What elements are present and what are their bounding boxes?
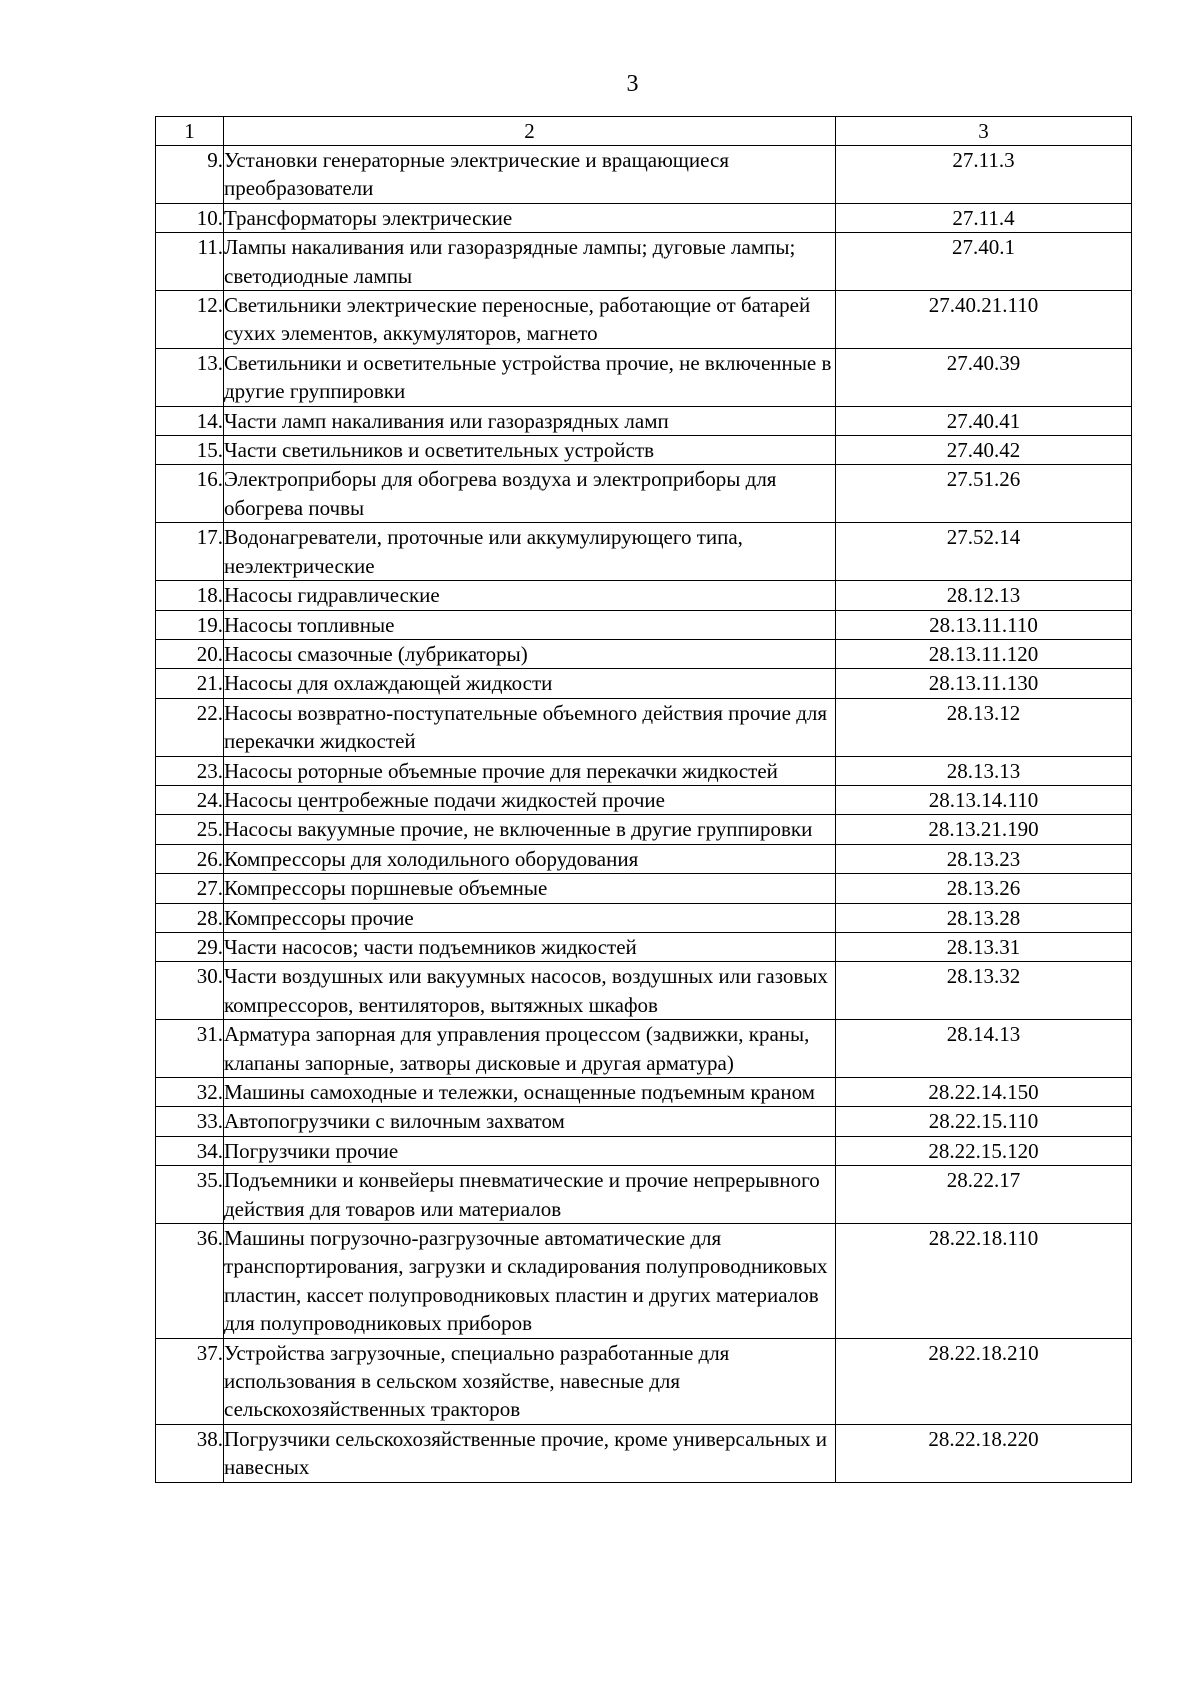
item-name: Насосы центробежные подачи жидкостей прочие [224, 785, 836, 814]
table-row [156, 436, 1132, 465]
row-number: 33. [156, 1107, 224, 1136]
row-number: 28. [156, 903, 224, 932]
item-name: Электроприборы для обогрева воздуха и электроприборы для обогрева почвы [224, 465, 836, 523]
item-name: Компрессоры прочие [224, 903, 836, 932]
item-name: Подъемники и конвейеры пневматические и прочие непрерывного действия для товаров или материалов [224, 1166, 836, 1224]
row-number: 25. [156, 815, 224, 844]
item-code: 28.22.14.150 [836, 1078, 1132, 1107]
table-row [156, 291, 1132, 349]
table-row [156, 1338, 1132, 1424]
table-body [156, 146, 1132, 1483]
row-number: 19. [156, 610, 224, 639]
item-code: 28.22.15.120 [836, 1136, 1132, 1165]
table-row [156, 1224, 1132, 1339]
row-number: 20. [156, 639, 224, 668]
item-name: Насосы гидравлические [224, 581, 836, 610]
item-code: 28.13.23 [836, 844, 1132, 873]
row-number: 31. [156, 1020, 224, 1078]
row-number: 34. [156, 1136, 224, 1165]
row-number: 10. [156, 203, 224, 232]
item-name: Установки генераторные электрические и вращающиеся преобразователи [224, 146, 836, 204]
item-name: Погрузчики прочие [224, 1136, 836, 1165]
table-header-row [156, 117, 1132, 146]
row-number: 12. [156, 291, 224, 349]
row-number: 16. [156, 465, 224, 523]
column-header-2: 2 [224, 117, 836, 146]
row-number: 32. [156, 1078, 224, 1107]
item-name: Части насосов; части подъемников жидкостей [224, 932, 836, 961]
item-name: Компрессоры для холодильного оборудования [224, 844, 836, 873]
item-code: 28.13.14.110 [836, 785, 1132, 814]
item-name: Машины самоходные и тележки, оснащенные подъемным краном [224, 1078, 836, 1107]
item-name: Арматура запорная для управления процессом (задвижки, краны, клапаны запорные, затворы дисковые и другая арматура) [224, 1020, 836, 1078]
table-row [156, 1107, 1132, 1136]
table-row [156, 406, 1132, 435]
row-number: 37. [156, 1338, 224, 1424]
item-code: 28.13.11.120 [836, 639, 1132, 668]
item-code: 27.11.3 [836, 146, 1132, 204]
item-name: Машины погрузочно-разгрузочные автоматические для транспортирования, загрузки и складирования полупроводниковых пластин, кассет полупроводниковых пластин и других материалов для полупроводниковых приборов [224, 1224, 836, 1339]
row-number: 27. [156, 874, 224, 903]
table-row [156, 1166, 1132, 1224]
row-number: 30. [156, 962, 224, 1020]
table-row [156, 785, 1132, 814]
item-code: 28.12.13 [836, 581, 1132, 610]
table-row [156, 1020, 1132, 1078]
item-name: Насосы для охлаждающей жидкости [224, 669, 836, 698]
item-code: 28.13.21.190 [836, 815, 1132, 844]
column-header-3: 3 [836, 117, 1132, 146]
table-row [156, 932, 1132, 961]
page-number: 3 [626, 71, 639, 97]
item-code: 28.13.12 [836, 698, 1132, 756]
table-row [156, 146, 1132, 204]
item-code: 28.13.13 [836, 756, 1132, 785]
item-code: 27.11.4 [836, 203, 1132, 232]
item-name: Насосы топливные [224, 610, 836, 639]
item-name: Части светильников и осветительных устройств [224, 436, 836, 465]
table-row [156, 844, 1132, 873]
item-name: Трансформаторы электрические [224, 203, 836, 232]
item-name: Водонагреватели, проточные или аккумулирующего типа, неэлектрические [224, 523, 836, 581]
item-code: 28.13.26 [836, 874, 1132, 903]
row-number: 26. [156, 844, 224, 873]
row-number: 23. [156, 756, 224, 785]
table-row [156, 523, 1132, 581]
table-row [156, 465, 1132, 523]
item-name: Лампы накаливания или газоразрядные лампы; дуговые лампы; светодиодные лампы [224, 233, 836, 291]
row-number: 38. [156, 1424, 224, 1482]
table-row [156, 348, 1132, 406]
table-row [156, 1424, 1132, 1482]
item-code: 28.13.11.130 [836, 669, 1132, 698]
item-name: Компрессоры поршневые объемные [224, 874, 836, 903]
item-name: Насосы возвратно-поступательные объемного действия прочие для перекачки жидкостей [224, 698, 836, 756]
table-row [156, 233, 1132, 291]
classification-table [155, 116, 1132, 1483]
row-number: 15. [156, 436, 224, 465]
table-row [156, 581, 1132, 610]
item-code: 27.40.1 [836, 233, 1132, 291]
item-name: Части ламп накаливания или газоразрядных ламп [224, 406, 836, 435]
table-row [156, 874, 1132, 903]
item-name: Части воздушных или вакуумных насосов, воздушных или газовых компрессоров, вентиляторов, вытяжных шкафов [224, 962, 836, 1020]
row-number: 35. [156, 1166, 224, 1224]
table-row [156, 669, 1132, 698]
item-code: 28.22.15.110 [836, 1107, 1132, 1136]
table-row [156, 1136, 1132, 1165]
table-row [156, 639, 1132, 668]
row-number: 13. [156, 348, 224, 406]
item-code: 28.22.18.210 [836, 1338, 1132, 1424]
table-row [156, 962, 1132, 1020]
item-name: Автопогрузчики с вилочным захватом [224, 1107, 836, 1136]
item-code: 28.13.28 [836, 903, 1132, 932]
item-code: 28.13.11.110 [836, 610, 1132, 639]
item-name: Устройства загрузочные, специально разработанные для использования в сельском хозяйстве, навесные для сельскохозяйственных тракторов [224, 1338, 836, 1424]
item-code: 27.51.26 [836, 465, 1132, 523]
item-code: 27.40.41 [836, 406, 1132, 435]
table-row [156, 756, 1132, 785]
item-code: 28.22.18.110 [836, 1224, 1132, 1339]
item-name: Погрузчики сельскохозяйственные прочие, кроме универсальных и навесных [224, 1424, 836, 1482]
table-row [156, 815, 1132, 844]
item-code: 27.52.14 [836, 523, 1132, 581]
item-code: 28.13.31 [836, 932, 1132, 961]
table-row [156, 1078, 1132, 1107]
row-number: 24. [156, 785, 224, 814]
item-code: 28.22.18.220 [836, 1424, 1132, 1482]
item-code: 28.14.13 [836, 1020, 1132, 1078]
item-name: Насосы вакуумные прочие, не включенные в другие группировки [224, 815, 836, 844]
item-name: Светильники электрические переносные, работающие от батарей сухих элементов, аккумуляторов, магнето [224, 291, 836, 349]
item-code: 27.40.39 [836, 348, 1132, 406]
item-code: 28.22.17 [836, 1166, 1132, 1224]
item-name: Светильники и осветительные устройства прочие, не включенные в другие группировки [224, 348, 836, 406]
table-row [156, 903, 1132, 932]
item-code: 27.40.42 [836, 436, 1132, 465]
row-number: 36. [156, 1224, 224, 1339]
row-number: 21. [156, 669, 224, 698]
item-code: 28.13.32 [836, 962, 1132, 1020]
row-number: 22. [156, 698, 224, 756]
table-row [156, 610, 1132, 639]
row-number: 17. [156, 523, 224, 581]
item-name: Насосы роторные объемные прочие для перекачки жидкостей [224, 756, 836, 785]
row-number: 9. [156, 146, 224, 204]
item-name: Насосы смазочные (лубрикаторы) [224, 639, 836, 668]
item-code: 27.40.21.110 [836, 291, 1132, 349]
row-number: 18. [156, 581, 224, 610]
column-header-1: 1 [156, 117, 224, 146]
row-number: 11. [156, 233, 224, 291]
row-number: 14. [156, 406, 224, 435]
row-number: 29. [156, 932, 224, 961]
table-row [156, 698, 1132, 756]
table-row [156, 203, 1132, 232]
